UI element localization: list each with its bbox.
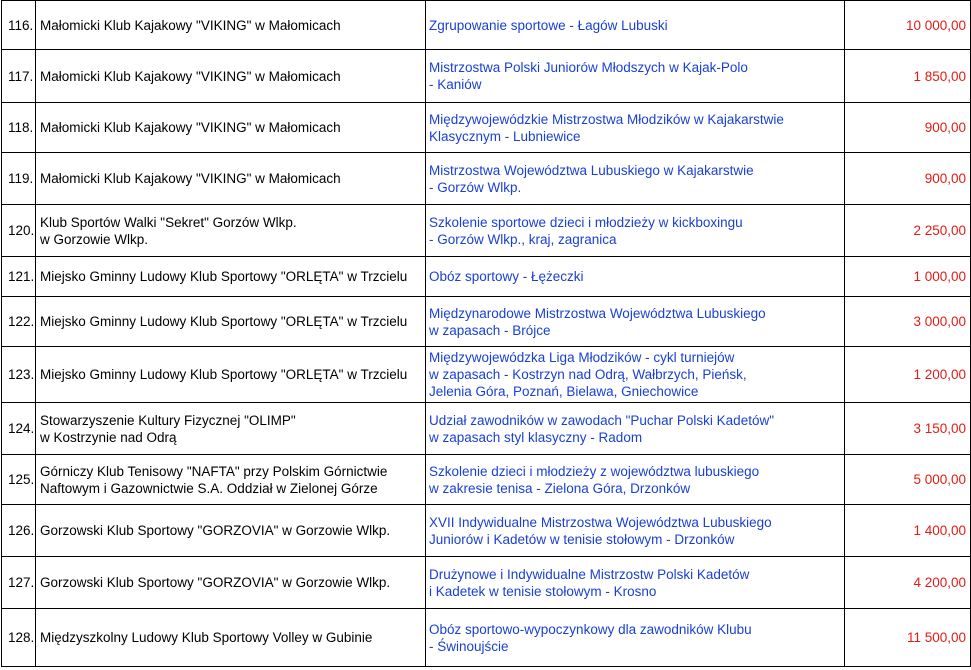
event-description-line: Mistrzostwa Województwa Lubuskiego w Kajakarstwie bbox=[429, 162, 754, 178]
event-description-line: w zakresie tenisa - Zielona Góra, Drzonków bbox=[429, 480, 691, 496]
grant-amount: 4 200,00 bbox=[845, 557, 971, 609]
grant-amount: 3 150,00 bbox=[845, 403, 971, 455]
event-description-line: Szkolenie sportowe dzieci i młodzieży w kickboxingu bbox=[429, 214, 743, 230]
grant-amount: 11 500,00 bbox=[845, 609, 971, 667]
club-name-line: Małomicki Klub Kajakowy "VIKING" w Małomicach bbox=[40, 120, 341, 135]
table-row bbox=[2, 205, 971, 257]
row-number: 116. bbox=[2, 1, 36, 50]
event-description-line: Międzynarodowe Mistrzostwa Województwa Lubuskiego bbox=[429, 305, 766, 321]
table-row bbox=[2, 1, 971, 50]
event-description bbox=[426, 403, 845, 455]
event-description-line: i Kadetek w tenisie stołowym - Krosno bbox=[429, 583, 657, 599]
event-description-line: Obóz sportowo-wypoczynkowy dla zawodników Klubu bbox=[429, 621, 752, 637]
table-row bbox=[2, 609, 971, 667]
table-row bbox=[2, 505, 971, 557]
club-name-line: w Gorzowie Wlkp. bbox=[40, 231, 149, 247]
event-description-line: Drużynowe i Indywidualne Mistrzostw Polski Kadetów bbox=[429, 566, 750, 582]
grant-amount: 3 000,00 bbox=[845, 297, 971, 347]
row-number: 124. bbox=[2, 403, 36, 455]
event-description-line: w zapasach - Brójce bbox=[429, 322, 551, 338]
row-number: 122. bbox=[2, 297, 36, 347]
event-description-line: - Gorzów Wlkp., kraj, zagranica bbox=[429, 231, 617, 247]
event-description bbox=[426, 455, 845, 505]
club-name-line: Stowarzyszenie Kultury Fizycznej "OLIMP" bbox=[40, 412, 296, 428]
event-description-line: Szkolenie dzieci i młodzieży z województwa lubuskiego bbox=[429, 463, 760, 479]
event-description-line: Klasycznym - Lubniewice bbox=[429, 128, 581, 144]
row-number: 119. bbox=[2, 153, 36, 205]
club-name-line: Międzyszkolny Ludowy Klub Sportowy Volley w Gubinie bbox=[40, 630, 373, 645]
grant-amount: 1 400,00 bbox=[845, 505, 971, 557]
club-name bbox=[36, 609, 426, 667]
event-description-line: Zgrupowanie sportowe - Łagów Lubuski bbox=[429, 17, 668, 33]
grant-amount: 1 200,00 bbox=[845, 347, 971, 403]
event-description-line: Juniorów i Kadetów w tenisie stołowym - Drzonków bbox=[429, 531, 735, 547]
club-name-line: Małomicki Klub Kajakowy "VIKING" w Małomicach bbox=[40, 68, 341, 84]
table-row bbox=[2, 153, 971, 205]
event-description-line: w zapasach - Kostrzyn nad Odrą, Wałbrzych, Pieńsk, bbox=[429, 367, 747, 382]
grant-amount: 900,00 bbox=[845, 153, 971, 205]
club-name-line: Górniczy Klub Tenisowy "NAFTA" przy Polskim Górnictwie bbox=[40, 463, 388, 479]
table-row bbox=[2, 455, 971, 505]
club-name-line: Miejsko Gminny Ludowy Klub Sportowy "ORLĘTA" w Trzcielu bbox=[40, 269, 408, 284]
club-name-line: Gorzowski Klub Sportowy "GORZOVIA" w Gorzowie Wlkp. bbox=[40, 523, 391, 538]
row-number: 128. bbox=[2, 609, 36, 667]
club-name-line: Klub Sportów Walki "Sekret" Gorzów Wlkp. bbox=[40, 214, 297, 230]
grant-amount: 5 000,00 bbox=[845, 455, 971, 505]
row-number: 126. bbox=[2, 505, 36, 557]
grant-amount: 900,00 bbox=[845, 103, 971, 153]
event-description-line: w zapasach styl klasyczny - Radom bbox=[429, 429, 643, 445]
event-description-line: Mistrzostwa Polski Juniorów Młodszych w Kajak-Polo bbox=[429, 60, 748, 75]
club-name-line: Gorzowski Klub Sportowy "GORZOVIA" w Gorzowie Wlkp. bbox=[40, 575, 391, 590]
event-description-line: Międzywojewódzka Liga Młodzików - cykl turniejów bbox=[429, 350, 735, 365]
club-name-line: w Kostrzynie nad Odrą bbox=[40, 429, 177, 445]
table-body bbox=[2, 1, 971, 667]
club-name-line: Naftowym i Gazownictwie S.A. Oddział w Zielonej Górze bbox=[40, 480, 378, 496]
grant-amount: 2 250,00 bbox=[845, 205, 971, 257]
table-row bbox=[2, 297, 971, 347]
club-name bbox=[36, 557, 426, 609]
table-row bbox=[2, 257, 971, 297]
event-description-line: Udział zawodników w zawodach "Puchar Polski Kadetów" bbox=[429, 412, 775, 428]
event-description bbox=[426, 347, 845, 403]
club-name-line: Miejsko Gminny Ludowy Klub Sportowy "ORLĘTA" w Trzcielu bbox=[40, 367, 408, 382]
club-name bbox=[36, 153, 426, 205]
event-description bbox=[426, 297, 845, 347]
club-name bbox=[36, 205, 426, 257]
club-name-line: Małomicki Klub Kajakowy "VIKING" w Małomicach bbox=[40, 17, 341, 33]
event-description bbox=[426, 505, 845, 557]
event-description-line: XVII Indywidualne Mistrzostwa Województwa Lubuskiego bbox=[429, 514, 772, 530]
club-name-line: Miejsko Gminny Ludowy Klub Sportowy "ORLĘTA" w Trzcielu bbox=[40, 314, 408, 329]
event-description-line: Jelenia Góra, Poznań, Bielawa, Gniechowice bbox=[429, 384, 699, 399]
club-name bbox=[36, 1, 426, 50]
club-name bbox=[36, 455, 426, 505]
event-description-line: Międzywojewódzkie Mistrzostwa Młodzików w Kajakarstwie bbox=[429, 111, 784, 127]
event-description bbox=[426, 50, 845, 103]
club-name bbox=[36, 347, 426, 403]
row-number: 127. bbox=[2, 557, 36, 609]
event-description-line: Obóz sportowy - Łężeczki bbox=[429, 269, 584, 284]
event-description-line: - Gorzów Wlkp. bbox=[429, 179, 522, 195]
club-name bbox=[36, 505, 426, 557]
row-number: 118. bbox=[2, 103, 36, 153]
grant-amount: 1 850,00 bbox=[845, 50, 971, 103]
club-name bbox=[36, 403, 426, 455]
grant-amount: 1 000,00 bbox=[845, 257, 971, 297]
event-description bbox=[426, 609, 845, 667]
grant-amount: 10 000,00 bbox=[845, 1, 971, 50]
event-description bbox=[426, 257, 845, 297]
row-number: 120. bbox=[2, 205, 36, 257]
table-row bbox=[2, 50, 971, 103]
table-row bbox=[2, 347, 971, 403]
table-row bbox=[2, 557, 971, 609]
club-name bbox=[36, 103, 426, 153]
table-row bbox=[2, 403, 971, 455]
club-name bbox=[36, 297, 426, 347]
event-description bbox=[426, 103, 845, 153]
event-description-line: - Kaniów bbox=[429, 77, 482, 92]
table-row bbox=[2, 103, 971, 153]
club-name-line: Małomicki Klub Kajakowy "VIKING" w Małomicach bbox=[40, 171, 341, 186]
row-number: 123. bbox=[2, 347, 36, 403]
event-description bbox=[426, 153, 845, 205]
row-number: 125. bbox=[2, 455, 36, 505]
event-description bbox=[426, 557, 845, 609]
event-description bbox=[426, 1, 845, 50]
club-name bbox=[36, 50, 426, 103]
event-description-line: - Świnoujście bbox=[429, 638, 509, 654]
row-number: 121. bbox=[2, 257, 36, 297]
grants-table bbox=[1, 0, 971, 667]
club-name bbox=[36, 257, 426, 297]
row-number: 117. bbox=[2, 50, 36, 103]
event-description bbox=[426, 205, 845, 257]
